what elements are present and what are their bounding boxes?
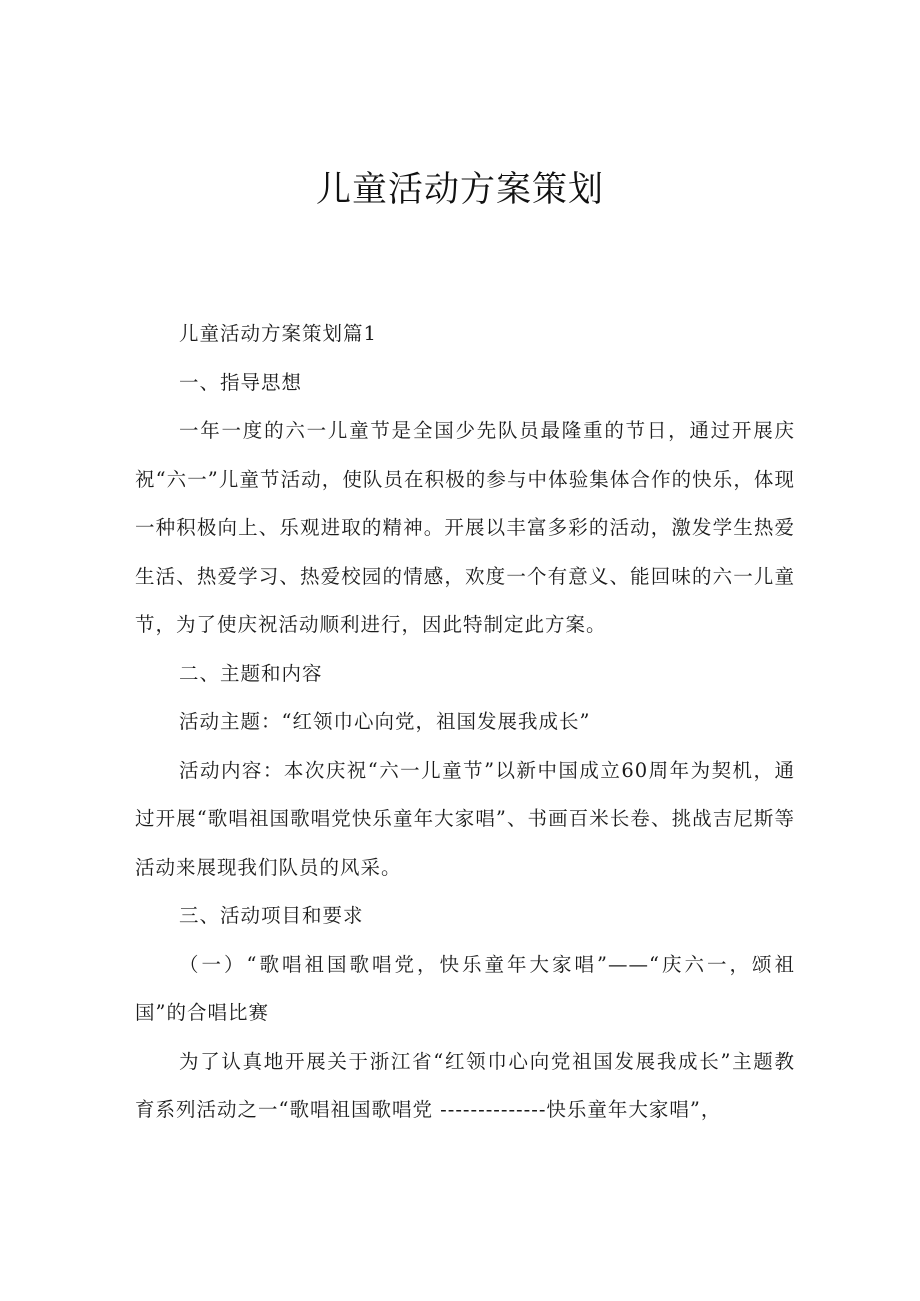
body-paragraph: 活动内容：本次庆祝“六一儿童节”以新中国成立60周年为契机，通过开展“歌唱祖国歌唱党快乐童年大家唱”、书画百米长卷、挑战吉尼斯等活动来展现我们队员的风采。 — [135, 758, 795, 879]
document-body — [135, 310, 795, 1135]
body-paragraph: 活动主题：“红领巾心向党，祖国发展我成长” — [179, 710, 591, 733]
section-heading: 二、主题和内容 — [179, 661, 323, 685]
document-title: 儿童活动方案策划 — [315, 170, 604, 210]
body-paragraph: 为了认真地开展关于浙江省“红领巾心向党祖国发展我成长”主题教育系列活动之一“歌唱祖国歌唱党 --------------快乐童年大家唱”， — [135, 1049, 795, 1121]
body-paragraph: 一年一度的六一儿童节是全国少先队员最隆重的节日，通过开展庆祝“六一”儿童节活动，使队员在积极的参与中体验集体合作的快乐，体现一种积极向上、乐观进取的精神。开展以丰富多彩的活动，激发学生热爱生活、热爱学习、热爱校园的情感，欢度一个有意义、能回味的六一儿童节，为了使庆祝活动顺利进行，因此特制定此方案。 — [135, 419, 795, 636]
body-paragraph: （一）“歌唱祖国歌唱党，快乐童年大家唱”——“庆六一，颂祖国”的合唱比赛 — [135, 952, 795, 1024]
section-heading: 一、指导思想 — [179, 370, 303, 394]
section-heading: 儿童活动方案策划篇1 — [179, 322, 377, 345]
section-heading: 三、活动项目和要求 — [179, 904, 364, 927]
